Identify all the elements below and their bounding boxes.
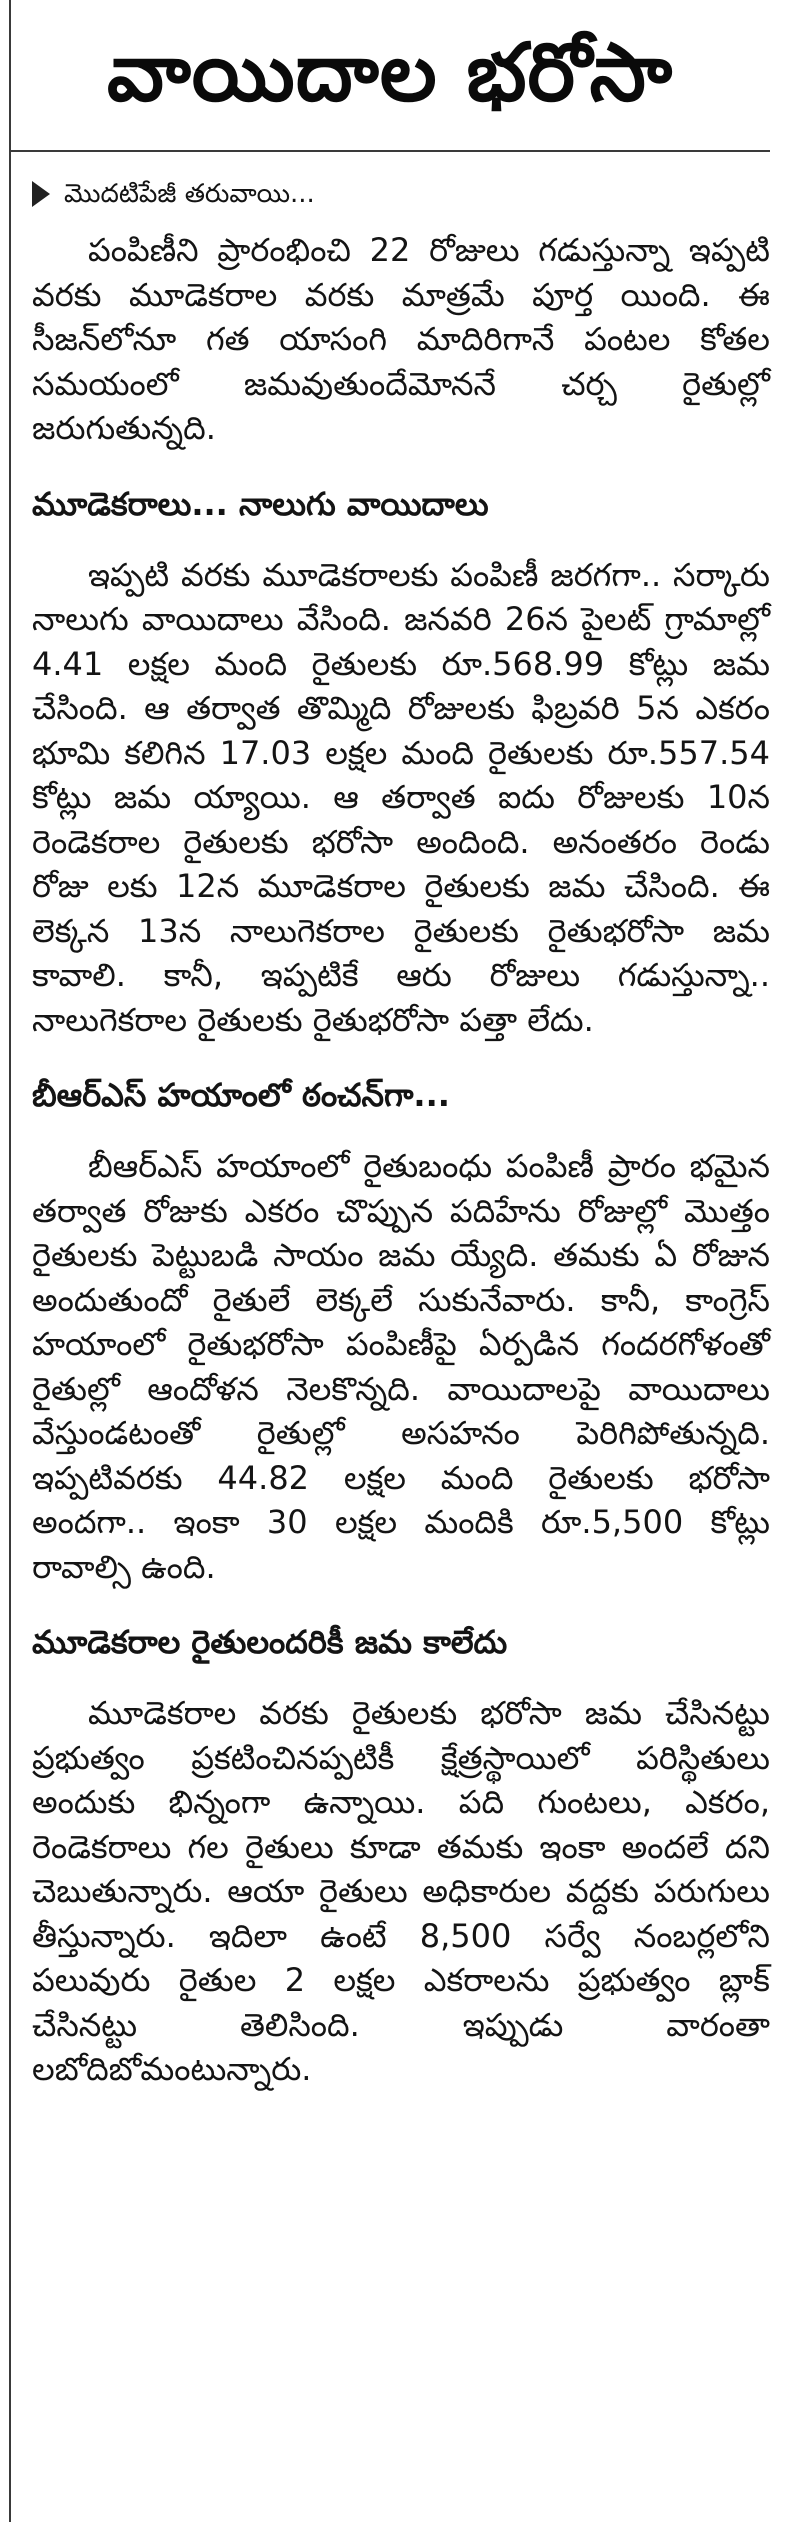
section-paragraph-four-installments: ఇప్పటి వరకు మూడెకరాలకు పంపిణీ జరగగా.. సర్కారు నాలుగు వాయిదాలు వేసింది. జనవరి 26న పైలట్ గ్రామాల్లో 4.41 లక్షల మంది రైతులకు రూ.568.99 కోట్లు జమ చేసింది. ఆ తర్వాత తొమ్మిది రోజులకు ఫిబ్రవరి 5న ఎకరం భూమి కలిగిన 17.03 లక్షల మంది రైతులకు రూ.557.54 కోట్లు జమ య్యాయి. ఆ తర్వాత ఐదు రోజులకు 10న రెండెకరాల రైతులకు భరోసా అందింది. అనంతరం రెండు రోజు లకు 12న మూడెకరాల రైతులకు జమ చేసింది. ఈ లెక్కన 13న నాలుగెకరాల రైతులకు రైతుభరోసా జమ కావాలి. కానీ, ఇప్పటికే ఆరు రోజులు గడుస్తున్నా.. నాలుగెకరాల రైతులకు రైతుభరోసా పత్తా లేదు. [32,555,770,1039]
continued-from-front-page [32,174,770,214]
continued-label: మొదటిపేజీ తరువాయి... [64,179,315,209]
section-paragraph-not-credited: మూడెకరాల వరకు రైతులకు భరోసా జమ చేసినట్టు ప్రభుత్వం ప్రకటించినప్పటికీ క్షేత్రస్థాయిలో పరిస్థితులు అందుకు భిన్నంగా ఉన్నాయి. పది గుంటలు, ఎకరం, రెండెకరాలు గల రైతులు కూడా తమకు ఇంకా అందలే దని చెబుతున్నారు. ఆయా రైతులు అధికారుల వద్దకు పరుగులు తీస్తున్నారు. ఇదిలా ఉంటే 8,500 సర్వే నంబర్లలోని పలువురు రైతుల 2 లక్షల ఎకరాలను ప్రభుత్వం బ్లాక్ చేసినట్టు తెలిసింది. ఇప్పుడు వారంతా లబోదిబోమంటున్నారు. [32,1694,770,2088]
section-paragraph-brs-era: బీఆర్ఎస్ హయాంలో రైతుబంధు పంపిణీ ప్రారం భమైన తర్వాత రోజుకు ఎకరం చొప్పున పదిహేను రోజుల్లో మొత్తం రైతులకు పెట్టుబడి సాయం జమ య్యేది. తమకు ఏ రోజున అందుతుందో రైతులే లెక్కలే సుకునేవారు. కానీ, కాంగ్రెస్ హయాంలో రైతుభరోసా పంపిణీపై ఏర్పడిన గందరగోళంతో రైతుల్లో ఆందోళన నెలకొన్నది. వాయిదాలపై వాయిదాలు వేస్తుండటంతో రైతుల్లో అసహనం పెరిగిపోతున్నది. ఇప్పటివరకు 44.82 లక్షల మంది రైతులకు భరోసా అందగా.. ఇంకా 30 లక్షల మందికి రూ.5,500 కోట్లు రావాల్సి ఉంది. [32,1147,770,1586]
section-heading-not-credited: మూడెకరాల రైతులందరికీ జమ కాలేదు [32,1623,508,1661]
section-heading-four-installments: మూడెకరాలు... నాలుగు వాయిదాలు [32,484,489,523]
arrow-right-icon [32,181,50,207]
intro-paragraph: పంపిణీని ప్రారంభించి 22 రోజులు గడుస్తున్నా ఇప్పటి వరకు మూడెకరాల వరకు మాత్రమే పూర్త యింది. ఈ సీజన్‌లోనూ గత యాసంగి మాదిరిగానే పంటల కోతల సమయంలో జమవుతుందేమోననే చర్చ రైతుల్లో జరుగుతున్నది. [32,231,770,447]
headline: వాయిదాల భరోసా [10,18,770,152]
section-heading-brs-era: బీఆర్ఎస్ హయాంలో ఠంచన్‌గా... [32,1076,450,1114]
